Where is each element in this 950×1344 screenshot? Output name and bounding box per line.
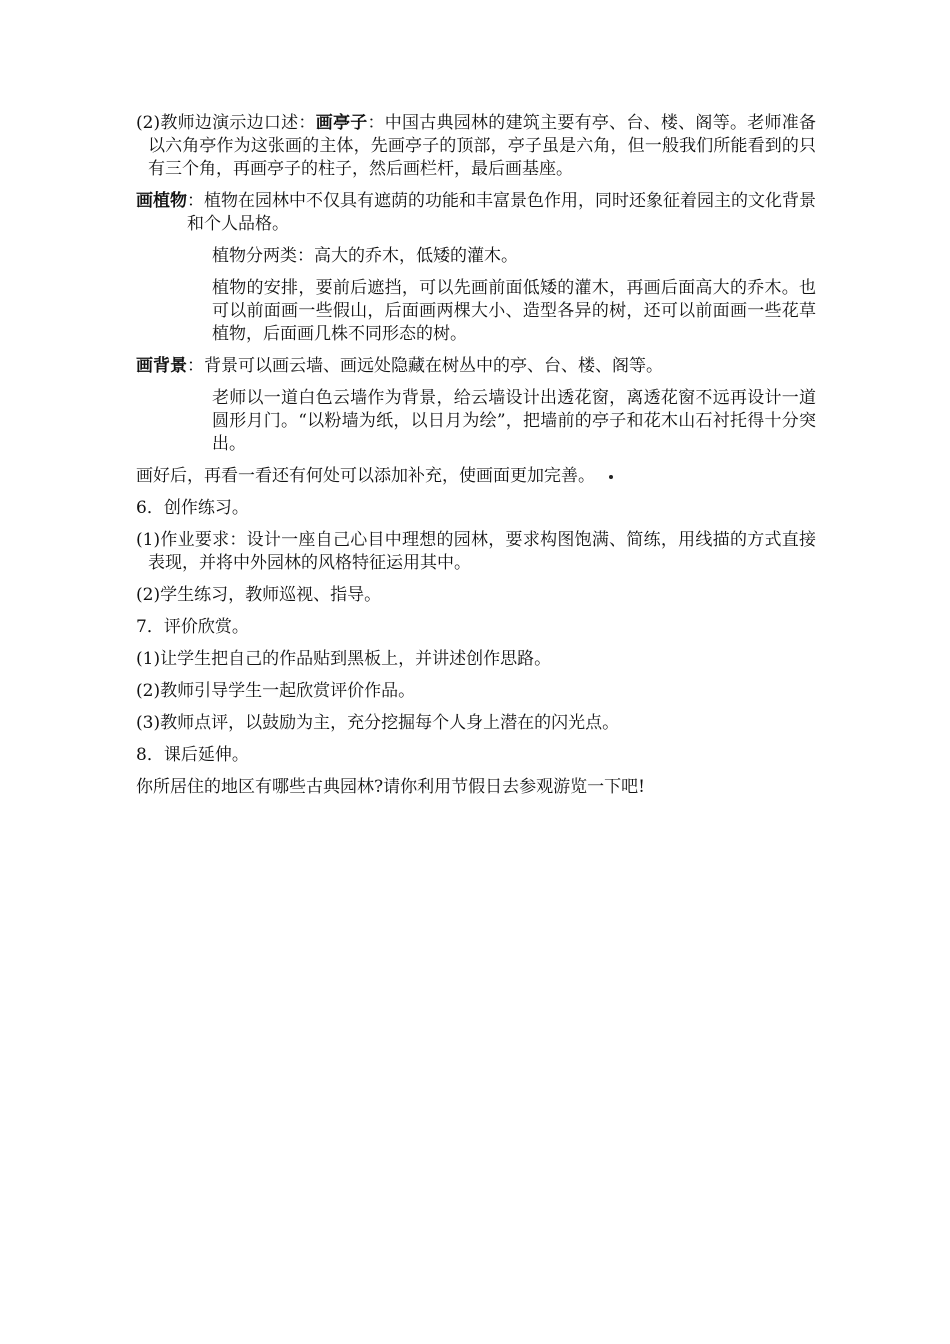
pavilion-text: ：中国古典园林的建筑主要有亭、台、楼、阁等。老师准备以六角亭作为这张画的主体，先画亭子的顶部，亭子虽是六角，但一般我们所能看到的只有三个角，再画亭子的柱子，然后画栏杆，最后画基座。 [148,113,817,179]
step-prefix: (2)教师边演示边口述： [136,113,316,133]
paragraph-cloud-wall: 老师以一道白色云墙作为背景，给云墙设计出透花窗，离透花窗不远再设计一道圆形月门。“以粉墙为纸，以日月为绘”，把墙前的亭子和花木山石衬托得十分突出。 [212,388,816,454]
paragraph-pavilion [136,112,816,181]
section-6-item-1: (1)作业要求：设计一座自己心目中理想的园林，要求构图饱满、简练，用线描的方式直接表现，并将中外园林的风格特征运用其中。 [136,530,816,573]
section-7-item-3: (3)教师点评，以鼓励为主，充分挖掘每个人身上潜在的闪光点。 [136,713,620,733]
paragraph-plants [136,190,816,236]
section-7-item-1: (1)让学生把自己的作品贴到黑板上，并讲述创作思路。 [136,649,552,669]
bullet-dot-icon [609,475,613,479]
section-8-item-1: 你所居住的地区有哪些古典园林?请你利用节假日去参观游览一下吧! [136,777,645,797]
paragraph-background [136,355,816,378]
section-7-item-2: (2)教师引导学生一起欣赏评价作品。 [136,681,416,701]
heading-pavilion: 画亭子 [315,113,368,133]
heading-plants: 画植物 [136,191,187,211]
paragraph-finish [136,465,816,488]
section-6-item-2: (2)学生练习，教师巡视、指导。 [136,585,382,605]
section-6-title: 6．创作练习。 [136,498,249,518]
background-text: ：背景可以画云墙、画远处隐藏在树丛中的亭、台、楼、阁等。 [187,356,663,376]
finish-text: 画好后，再看一看还有何处可以添加补充，使画面更加完善。 [136,466,595,486]
section-7-title: 7．评价欣赏。 [136,617,249,637]
paragraph-plant-types: 植物分两类：高大的乔木，低矮的灌木。 [212,246,518,266]
plants-text: ：植物在园林中不仅具有遮荫的功能和丰富景色作用，同时还象征着园主的文化背景和个人品格。 [187,191,816,234]
paragraph-plant-arrangement: 植物的安排，要前后遮挡，可以先画前面低矮的灌木，再画后面高大的乔木。也可以前面画一些假山，后面画两棵大小、造型各异的树，还可以前面画一些花草植物，后面画几株不同形态的树。 [212,278,816,344]
document-page [136,112,816,808]
heading-background: 画背景 [136,356,187,376]
section-8-title: 8．课后延伸。 [136,745,249,765]
